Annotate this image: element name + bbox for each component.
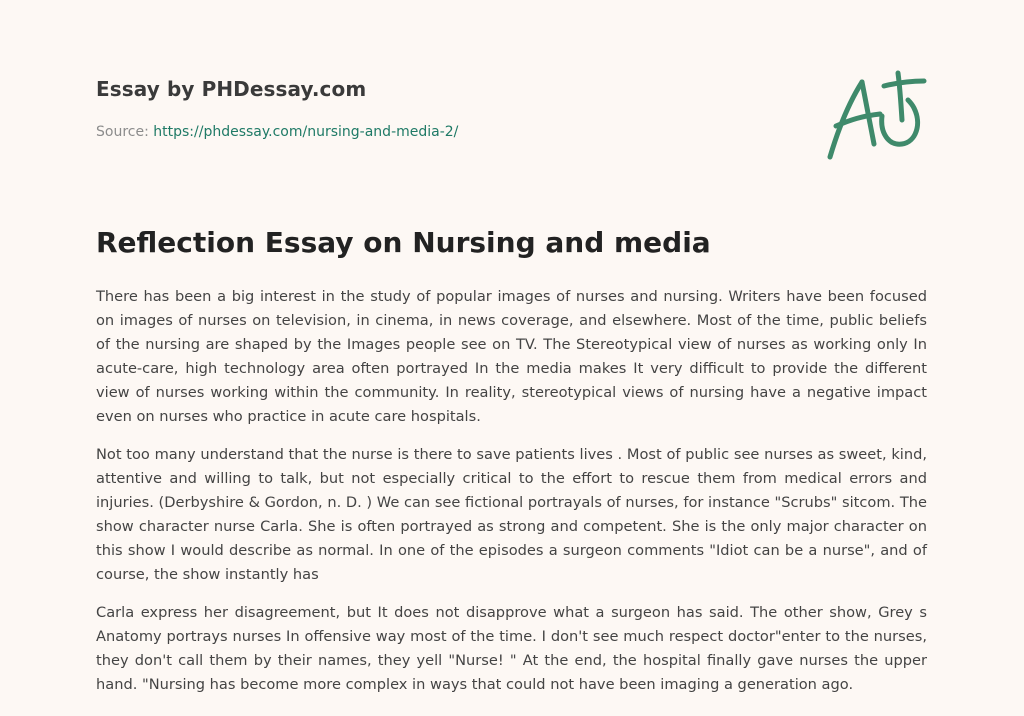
source-label: Source: — [96, 124, 154, 140]
a-plus-logo-icon — [822, 68, 928, 164]
article-title: Reflection Essay on Nursing and media — [96, 226, 711, 259]
paragraph: Carla express her disagreement, but It does not disapprove what a surgeon has said. The other show, Grey s Anatomy portrays nurses In offensive way most of the time. I don't see much respect doctor"enter to the nurses, they don't call them by their names, they yell "Nurse! " At the end, the hospital finally gave nurses the upper hand. "Nursing has become more complex in ways that could not have been imaging a generation ago. — [96, 604, 927, 693]
paragraph: Not too many understand that the nurse is there to save patients lives . Most of public see nurses as sweet, kind, attentive and willing to talk, but not especially critical to the effort to rescue them from medical errors and injuries. (Derbyshire & Gordon, n. D. ) We can see fictional portrayals of nurses, for instance "Scrubs" sitcom. The show character nurse Carla. She is often portrayed as strong and competent. She is the only major character on this show I would describe as normal. In one of the episodes a surgeon comments "Idiot can be a nurse", and of course, the show instantly has — [96, 446, 927, 583]
source-line — [96, 124, 458, 140]
site-brand: Essay by PHDessay.com — [96, 77, 367, 101]
article-body — [96, 285, 927, 711]
source-link[interactable]: https://phdessay.com/nursing-and-media-2/ — [153, 124, 459, 140]
paragraph: There has been a big interest in the study of popular images of nurses and nursing. Writers have been focused on images of nurses on television, in cinema, in news coverage, and elsewhere. Most of the time, public beliefs of the nursing are shaped by the Images people see on TV. The Stereotypical view of nurses as working only In acute-care, high technology area often portrayed In the media makes It very difficult to provide the different view of nurses working within the community. In reality, stereotypical views of nursing have a negative impact even on nurses who practice in acute care hospitals. — [96, 288, 927, 425]
